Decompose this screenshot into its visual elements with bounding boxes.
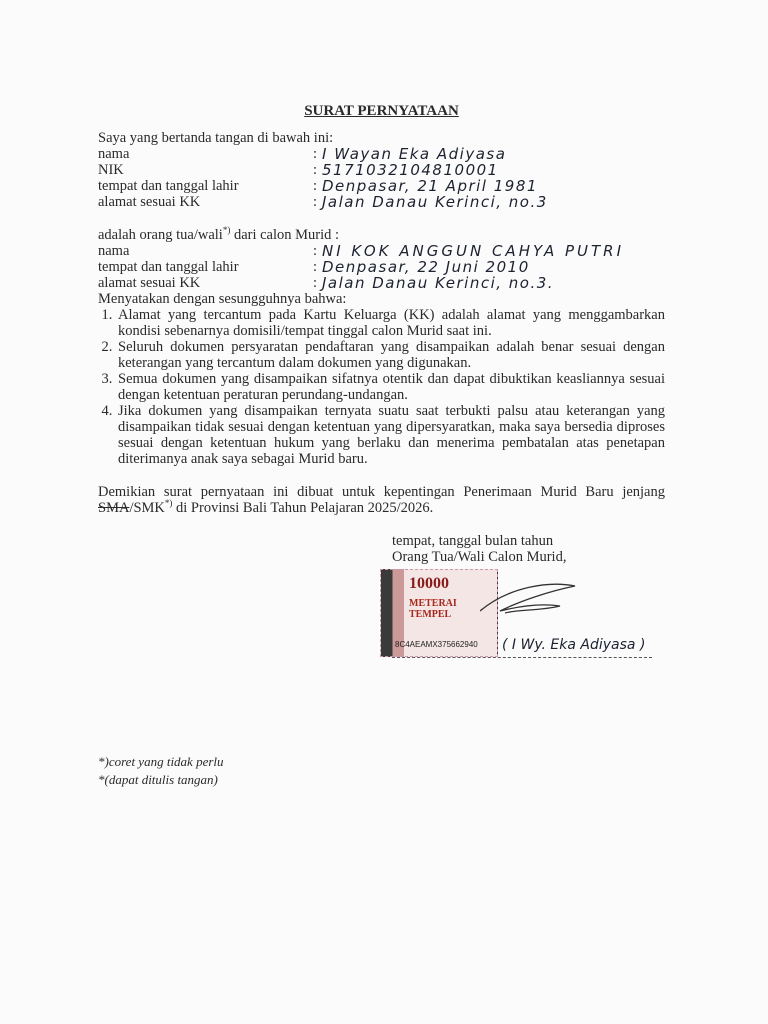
relation-label: adalah orang tua/wali [98,227,223,243]
relation-tail: dari calon Murid : [230,227,340,243]
parent-field-nik [98,162,665,178]
signature-line [392,657,652,658]
field-label: tempat dan tanggal lahir [98,178,239,194]
child-fields [98,243,665,291]
colon: : [313,178,318,194]
child-field-address [98,275,665,291]
field-label: tempat dan tanggal lahir [98,259,239,275]
statement-list [98,307,665,467]
footnote-mark: *) [222,225,231,236]
stamp-text: METERAI TEMPEL [409,598,457,620]
field-value: Jalan Danau Kerinci, no.3 [322,193,548,211]
statement-item: 4. Jika dokumen yang disampaikan ternyata suatu saat terbukti palsu atau keterangan yang disampaikan tidak sesuai dengan ketentuan yang dipersyaratkan, maka saya bersedia diproses sesuai dengan ketentuan hukum yang berlaku dan menerima pembatalan atas penetapan diterimanya anak saya sebagai Murid baru. [116,403,665,467]
struck-option: SMA [98,500,130,516]
field-label: NIK [98,162,124,178]
colon: : [313,146,318,162]
signer-role: Orang Tua/Wali Calon Murid, [392,549,567,565]
field-value: I Wayan Eka Adiyasa [322,145,507,163]
statement-item: 2. Seluruh dokumen persyaratan pendaftaran yang disampaikan adalah benar sesuai dengan keterangan yang tercantum dalam dokumen yang digunakan. [116,339,665,371]
signer-name: ( I Wy. Eka Adiyasa ) [502,637,646,653]
field-label: nama [98,146,130,162]
colon: : [313,275,318,291]
page-title: SURAT PERNYATAAN [304,103,459,119]
parent-field-birth [98,178,665,194]
colon: : [313,243,318,259]
stamp-serial: 8C4AEAMX375662940 [395,640,478,649]
statement-item: 1. Alamat yang tercantum pada Kartu Keluarga (KK) adalah alamat yang menggambarkan kondisi sebenarnya domisili/tempat tinggal calon Murid saat ini. [116,307,665,339]
statement-item: 3. Semua dokumen yang disampaikan sifatnya otentik dan dapat dibuktikan keasliannya sesuai dengan ketentuan peraturan perundang-undangan. [116,371,665,403]
field-value: Denpasar, 21 April 1981 [322,177,538,195]
statement-intro: Menyatakan dengan sesungguhnya bahwa: [98,291,347,307]
child-field-name [98,243,665,259]
footnote: *)coret yang tidak perlu [98,754,224,769]
signature-scribble [480,581,580,621]
parent-field-name [98,146,665,162]
document-body [98,102,665,663]
child-field-birth [98,259,665,275]
footnote: *(dapat ditulis tangan) [98,772,218,787]
field-label: alamat sesuai KK [98,275,201,291]
field-value: Denpasar, 22 Juni 2010 [322,258,530,276]
closing-text: Demikian surat pernyataan ini dibuat untuk kepentingan Penerimaan Murid Baru jenjang [98,484,665,500]
field-value: Jalan Danau Kerinci, no.3. [322,274,555,292]
field-value: NI KOK ANGGUN CAHYA PUTRI [322,242,625,260]
parent-field-address [98,194,665,210]
place-date: tempat, tanggal bulan tahun [392,533,554,549]
colon: : [313,162,318,178]
closing-text-end: di Provinsi Bali Tahun Pelajaran 2025/2026. [172,500,434,516]
relation-text [98,227,665,243]
stamp-value: 10000 [409,575,449,592]
signature-block [392,533,665,663]
field-label: nama [98,243,130,259]
field-label: alamat sesuai KK [98,194,201,210]
closing-option: /SMK [129,500,165,516]
closing-paragraph [98,484,665,516]
field-value: 5171032104810001 [322,161,499,179]
parent-fields [98,146,665,210]
colon: : [313,194,318,210]
intro-text: Saya yang bertanda tangan di bawah ini: [98,130,334,146]
footnote-mark: *) [164,498,173,509]
colon: : [313,259,318,275]
